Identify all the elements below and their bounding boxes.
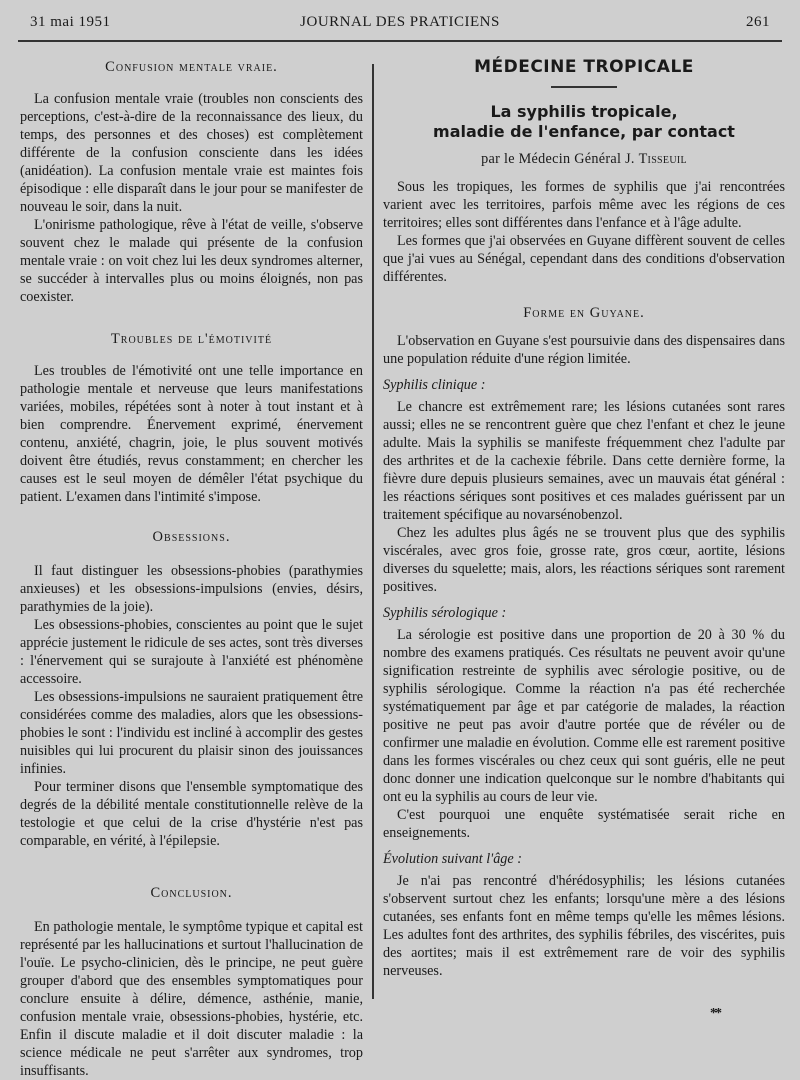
paragraph: Il faut distinguer les obsessions-phobies (parathymies anxieuses) et les obsessions-impulsions (envies, désirs, parathymies de la joie). bbox=[20, 563, 363, 615]
author-prefix: par le Médecin Général J. bbox=[481, 150, 639, 167]
section-heading: Obsessions. bbox=[152, 529, 231, 545]
subheading: Syphilis clinique : bbox=[383, 376, 486, 393]
author-line bbox=[383, 150, 785, 168]
running-header bbox=[30, 14, 770, 36]
paragraph: En pathologie mentale, le symptôme typique et capital est représenté par les hallucinations et surtout l'hallucination de l'ouïe. Le psycho-clinicien, dès le principe, ne peut guère grouper d'abord que des ensembles symptomatiques pour conclure ensuite à délire, démence, asthénie, manie, confusion mentale vraie, obsessions-phobies, hystérie, etc. Enfin il discute maladie et il doit discuter maladie : la science médicale ne peut s'arrêter aux syndromes, trop insuffisants. bbox=[20, 919, 363, 1079]
journal-title: JOURNAL DES PRATICIENS bbox=[300, 14, 500, 30]
subheading: Évolution suivant l'âge : bbox=[383, 850, 522, 867]
paragraph: L'observation en Guyane s'est poursuivie dans des dispensaires dans une population réduite d'une région limitée. bbox=[383, 332, 785, 367]
continuation-mark: ** bbox=[710, 1006, 720, 1021]
section-heading: Confusion mentale vraie. bbox=[105, 59, 278, 75]
paragraph: L'onirisme pathologique, rêve à l'état de veille, s'observe souvent chez le malade qui présente de la confusion mentale vraie : on voit chez lui les deux syndromes alterner, se succéder à intervalles plus ou moins éloignés, non pas coexister. bbox=[20, 217, 363, 305]
section-heading: Conclusion. bbox=[150, 885, 233, 901]
paragraph: Les obsessions-impulsions ne sauraient pratiquement être considérées comme des maladies, alors que les obsessions-phobies le sont : l'individu est incliné à accomplir des gestes nuisibles qui lui procurent du plaisir sinon des jouissances infinies. bbox=[20, 689, 363, 777]
issue-date: 31 mai 1951 bbox=[30, 14, 111, 30]
right-column bbox=[383, 58, 785, 980]
subheading: Syphilis sérologique : bbox=[383, 604, 507, 621]
column-divider bbox=[372, 64, 374, 999]
article-title-line1: La syphilis tropicale, bbox=[490, 101, 678, 121]
paragraph: Sous les tropiques, les formes de syphilis que j'ai rencontrées varient avec les territoires, parfois même avec les régions de ces territoires; elles sont différentes dans l'enfance et à l'âge adulte. bbox=[383, 178, 785, 231]
paragraph: La confusion mentale vraie (troubles non conscients des perceptions, c'est-à-dire de la reconnaissance des lieux, du temps, des personnes et des choses) est complètement différente de la confusion consciente dans les idées (anidéation). La confusion mentale vraie est maintes fois épisodique : elle disparaît dans le jour pour se manifester de nouveau le soir, dans la nuit. bbox=[20, 91, 363, 215]
page-number: 261 bbox=[746, 14, 770, 30]
paragraph: Chez les adultes plus âgés ne se trouvent plus que des syphilis viscérales, avec gros foie, grosse rate, gros cœur, aortite, lésions diverses du squelette; mais, alors, les réactions sériques sont rarement positives. bbox=[383, 524, 785, 595]
paragraph: Les troubles de l'émotivité ont une telle importance en pathologie mentale et nerveuse que leurs manifestations variées, mobiles, répétées sont à noter à tout instant et à bien comprendre. Énervement exprimé, énervement contenu, anxiété, chagrin, joie, le plus souvent motivés doivent être étudiés, revus constamment; en chercher les causes est le seul moyen de démêler l'état psychique du patient. L'examen dans l'intimité s'impose. bbox=[20, 363, 363, 505]
paragraph: La sérologie est positive dans une proportion de 20 à 30 % du nombre des examens pratiqués. Ces résultats ne peuvent avoir qu'une signification restreinte de syphilis avec sérologie positive, ou de syphilis sérologique. Comme la réaction n'a pas été recherchée systématiquement par âge et par catégorie de malades, la réaction positive ne peut pas avoir d'autre portée que de révéler ou de confirmer une maladie en évolution. Comme elle est rarement positive dans les formes viscérales ou chez ceux qui sont guéris, elle ne peut donc donner une indication quelconque sur le nombre d'habitants qui ont eu la syphilis au cours de leur vie. bbox=[383, 626, 785, 805]
paragraph: Pour terminer disons que l'ensemble symptomatique des degrés de la débilité mentale constitutionnelle relève de la testologie et que celui de la crise d'hystérie n'est pas comparable, en vérité, à l'épilepsie. bbox=[20, 779, 363, 849]
header-rule bbox=[18, 40, 782, 42]
section-heading: Forme en Guyane. bbox=[523, 304, 645, 321]
author-name: Tisseuil bbox=[638, 150, 687, 167]
paragraph: Je n'ai pas rencontré d'hérédosyphilis; les lésions cutanées s'observent surtout chez les enfants; lorsqu'une mère a des lésions cutanées, ses enfants font en même temps qu'elle les mêmes lésions. Les adultes font des arthrites, des syphilis fébriles, des viscérites, puis des aortites; mais il est extrêmement rare de voir des syphilis nerveuses. bbox=[383, 872, 785, 979]
paragraph: Le chancre est extrêmement rare; les lésions cutanées sont rares aussi; elles ne se rencontrent guère que chez l'enfant et chez le jeune adulte. Mais la syphilis se manifeste fréquemment chez l'adulte par des arthrites et de la cachexie fébrile. Dans cette dernière forme, la fièvre dure depuis plusieurs semaines, avec un mauvais état général : les réactions sériques sont positives et ces malades guérissent par un traitement spécifique au novarsénobenzol. bbox=[383, 398, 785, 523]
rubric-title: MÉDECINE TROPICALE bbox=[474, 57, 694, 77]
article-title-line2: maladie de l'enfance, par contact bbox=[433, 121, 735, 141]
section-heading: Troubles de l'émotivité bbox=[110, 331, 273, 347]
paragraph: Les obsessions-phobies, conscientes au point que le sujet apprécie justement le ridicule de ses actes, sont très diverses : l'énervement qui se surajoute à l'anxiété est phénomène accessoire. bbox=[20, 617, 363, 687]
paragraph: Les formes que j'ai observées en Guyane diffèrent souvent de celles que j'ai vues au Sénégal, cependant dans des conditions d'observation différentes. bbox=[383, 232, 785, 285]
left-column bbox=[20, 58, 363, 1080]
paragraph: C'est pourquoi une enquête systématisée serait riche en enseignements. bbox=[383, 806, 785, 841]
